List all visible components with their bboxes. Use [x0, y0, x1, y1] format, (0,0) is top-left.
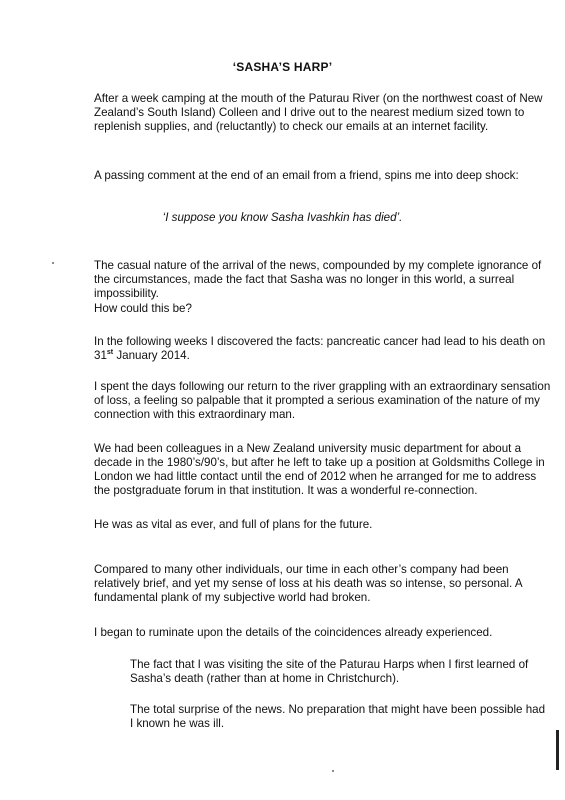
paragraph-total-surprise: The total surprise of the news. No preparation that might have been possible had I known he was ill.: [130, 703, 546, 730]
paragraph-vital: He was as vital as ever, and full of plans for the future.: [94, 518, 373, 531]
ordinal-suffix: st: [106, 349, 114, 357]
paragraph-paturau-harps: The fact that I was visiting the site of the Paturau Harps when I first learned of Sasha’s death (rather than at home in Christchurch).: [130, 658, 529, 685]
paragraph-following-weeks: [94, 335, 554, 363]
quote-sasha-died: ‘I suppose you know Sasha Ivashkin has died’.: [162, 211, 403, 224]
paragraph-camping: After a week camping at the mouth of the Paturau River (on the northwest coast of New Zealand’s South Island) Colleen and I drive out to the nearest medium sized town to replenish supplies, and (reluctantly) to check our emails at an internet facility.: [94, 92, 543, 133]
scan-speck: [332, 770, 334, 772]
paragraph-casual-nature: The casual nature of the arrival of the news, compounded by my complete ignorance of the circumstances, made the fact that Sasha was no longer in this world, a surreal impossibility.: [94, 259, 542, 300]
paragraph-how-could: How could this be?: [94, 302, 192, 315]
paragraph-ruminate: I began to ruminate upon the details of the coincidences already experienced.: [94, 626, 493, 639]
paragraph-following-weeks-text: In the following weeks I discovered the facts: pancreatic cancer had lead to his death on 31: [94, 335, 546, 362]
paragraph-sensation-of-loss: I spent the days following our return to the river grappling with an extraordinary sensation of loss, a feeling so palpable that it prompted a serious examination of the nature of my connection with this extraordinary man.: [94, 380, 551, 421]
scan-speck: [52, 262, 54, 264]
scan-edge-mark: [556, 730, 559, 770]
document-title: ‘SASHA’S HARP’: [232, 60, 333, 74]
paragraph-compared: Compared to many other individuals, our time in each other’s company had been relatively brief, and yet my sense of loss at his death was so intense, so personal. A fundamental plank of my subjective world had broken.: [94, 563, 522, 604]
paragraph-following-weeks-date: January 2014.: [113, 349, 190, 362]
paragraph-passing-comment: A passing comment at the end of an email from a friend, spins me into deep shock:: [94, 169, 519, 182]
paragraph-colleagues: We had been colleagues in a New Zealand university music department for about a decade in the 1980’s/90’s, but after he left to take up a position at Goldsmiths College in London we had little contact until the end of 2012 when he arranged for me to address the postgraduate forum in that institution. It was a wonderful re-connection.: [94, 442, 545, 497]
